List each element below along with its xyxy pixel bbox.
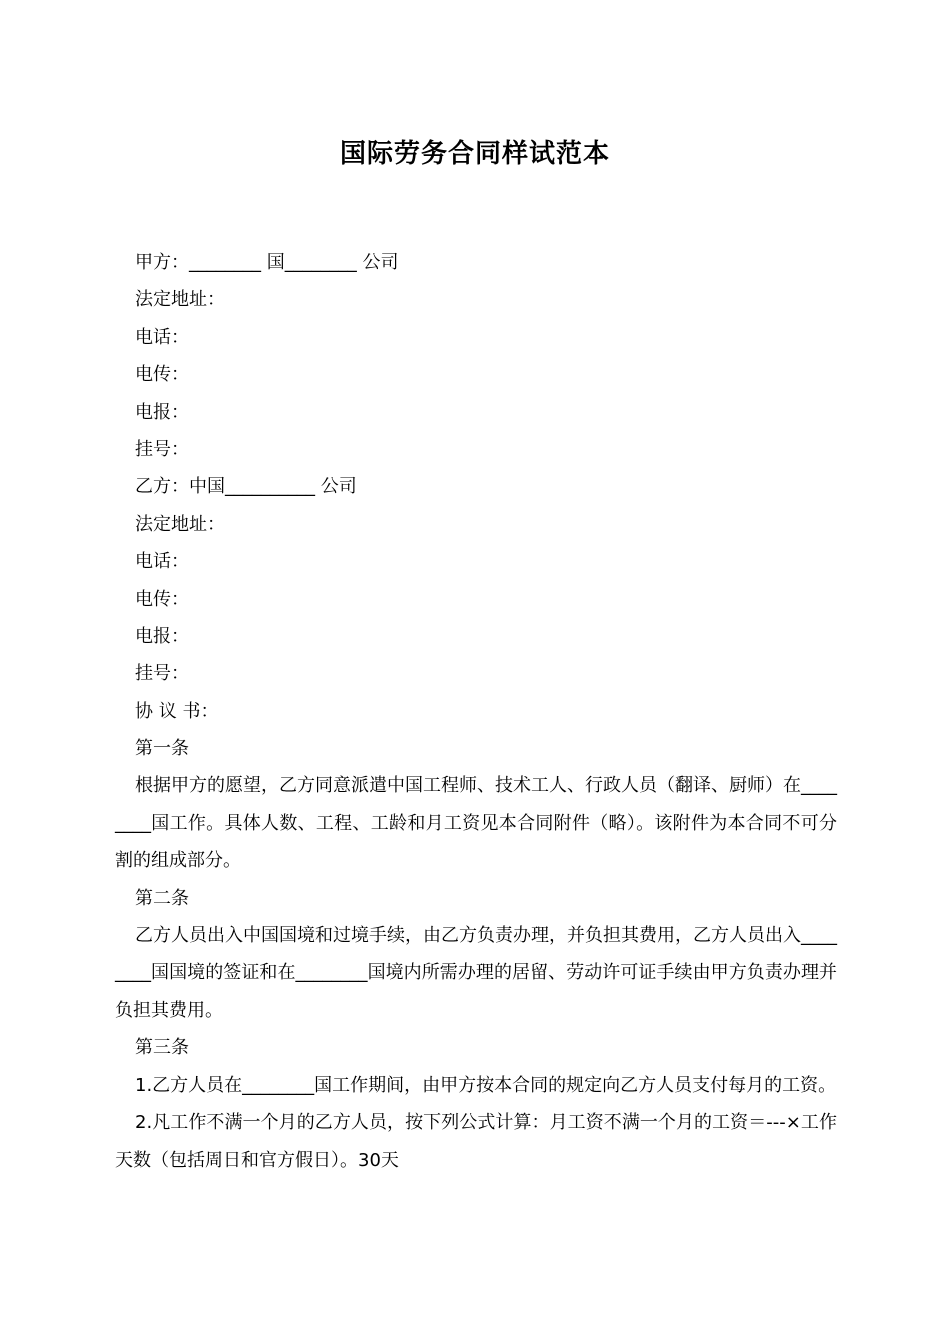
party-b-cable-label: 挂号： [135,663,189,685]
party-a-phone-label: 电话： [135,326,189,348]
article-1-heading: 第一条 [135,738,189,760]
party-b-phone-label: 电话： [135,551,189,573]
article-3-item-2: 2.凡工作不满一个月的乙方人员，按下列公式计算：月工资不满一个月的工资＝---×工作天数（包括周日和官方假日）。30天 [115,1112,837,1171]
party-a-telegram-label: 电报： [135,401,189,423]
article-2-heading: 第二条 [135,887,189,909]
party-a-cable-label: 挂号： [135,438,189,460]
document-body [115,244,837,1179]
agreement-heading: 协 议 书： [135,700,219,722]
document-title: 国际劳务合同样试范本 [339,139,610,169]
party-a-address-label: 法定地址： [135,289,225,311]
article-2-text: 乙方人员出入中国国境和过境手续，由乙方负责办理，并负担其费用，乙方人员出入________国国境的签证和在________国境内所需办理的居留、劳动许可证手续由甲方负责办理并负担其费用。 [115,925,837,1021]
article-3-heading: 第三条 [135,1037,189,1059]
party-b-telex-label: 电传： [135,588,189,610]
party-b-telegram-label: 电报： [135,625,189,647]
party-a-telex-label: 电传： [135,364,189,386]
party-b-line: 乙方：中国__________ 公司 [135,476,357,498]
article-3-item-1: 1.乙方人员在________国工作期间，由甲方按本合同的规定向乙方人员支付每月的工资。 [135,1074,837,1096]
article-1-text: 根据甲方的愿望，乙方同意派遣中国工程师、技术工人、行政人员（翻译、厨师）在________国工作。具体人数、工程、工龄和月工资见本合同附件（略）。该附件为本合同不可分割的组成部分。 [115,775,837,872]
party-b-address-label: 法定地址： [135,513,225,535]
party-a-line: 甲方：________ 国________ 公司 [135,252,399,273]
